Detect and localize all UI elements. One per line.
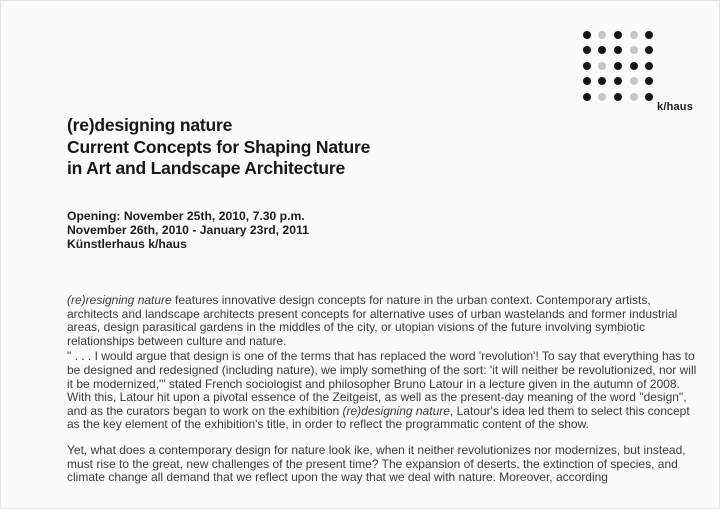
- logo-dot-light: [630, 93, 638, 101]
- italic-text-segment: (re)resigning nature: [67, 293, 172, 307]
- body-paragraph-3: [67, 444, 699, 485]
- logo-dot-dark: [598, 46, 606, 54]
- logo-dot-dark: [583, 46, 591, 54]
- logo-dot-dark: [614, 62, 622, 70]
- logo-dot-dark: [645, 93, 653, 101]
- logo-dot-dark: [614, 46, 622, 54]
- logo-dot-dark: [645, 62, 653, 70]
- logo-dot-dark: [583, 62, 591, 70]
- text-segment: , Latour's idea led them to select this concept as the key element of the exhibition's title, in order to reflect the programmatic content of the show.: [67, 403, 690, 432]
- text-segment: " . . . I would argue that design is one of the terms that has replaced the word 'revolution'! To say that everything has to be designed and redesigned (including nature), we imply something of the sort: 'it will neither be revolutionized, nor will it be modernized,'" stated French sociologist and philosopher Bruno Latour in a lecture given in the autumn of 2008. With this, Latour hit upon a pivotal essence of the Zeitgeist, as well as the present-day meaning of the word "design", and as the curators began to work on the exhibition: [67, 349, 697, 418]
- logo-dot-dark: [598, 77, 606, 85]
- logo-dot-dark: [583, 31, 591, 39]
- logo-dot-dark: [583, 93, 591, 101]
- title-line-3: in Art and Landscape Architecture: [67, 158, 345, 178]
- body-paragraph-1: [67, 294, 699, 348]
- logo-dot-dark: [645, 31, 653, 39]
- logo-dot-light: [598, 31, 606, 39]
- logo-dot-dark: [630, 62, 638, 70]
- logo-dot-grid: [579, 27, 657, 105]
- exhibition-title: [67, 115, 370, 180]
- text-segment: Yet, what does a contemporary design for nature look ike, when it neither revolutionizes nor modernizes, but instead, must rise to the great, new challenges of the present time? The expansion of deserts, the extinction of species, and climate change all demand that we reflect upon the way that we deal with nature. Moreover, according: [67, 442, 686, 485]
- event-info: [67, 209, 309, 251]
- logo-label: k/haus: [657, 101, 694, 113]
- body-paragraph-2: [67, 350, 699, 432]
- title-line-2: Current Concepts for Shaping Nature: [67, 136, 371, 157]
- logo-dot-dark: [583, 77, 591, 85]
- event-opening-line: Opening: November 25th, 2010, 7.30 p.m.: [67, 209, 305, 223]
- logo-dot-dark: [614, 77, 622, 85]
- logo-dot-light: [598, 93, 606, 101]
- body-text: [67, 294, 699, 485]
- logo-dot-dark: [614, 93, 622, 101]
- logo-dot-light: [630, 46, 638, 54]
- event-venue-line: Künstlerhaus k/haus: [67, 237, 187, 251]
- logo-dot-dark: [645, 77, 653, 85]
- logo-dot-light: [630, 31, 638, 39]
- logo-dot-light: [598, 62, 606, 70]
- title-line-1: (re)designing nature: [67, 115, 233, 135]
- italic-text-segment: (re)designing nature: [342, 403, 450, 418]
- logo-dot-dark: [614, 31, 622, 39]
- text-segment: features innovative design concepts for nature in the urban context. Contemporary artists, architects and landscape architects present concepts for alternative uses of urban wastelands and former industrial areas, design parasitical gardens in the middles of the city, or utopian visions of the future involving symbiotic relationships between culture and nature.: [67, 293, 678, 348]
- event-dates-line: November 26th, 2010 - January 23rd, 2011: [67, 223, 309, 237]
- logo-dot-light: [630, 77, 638, 85]
- logo-dot-dark: [645, 46, 653, 54]
